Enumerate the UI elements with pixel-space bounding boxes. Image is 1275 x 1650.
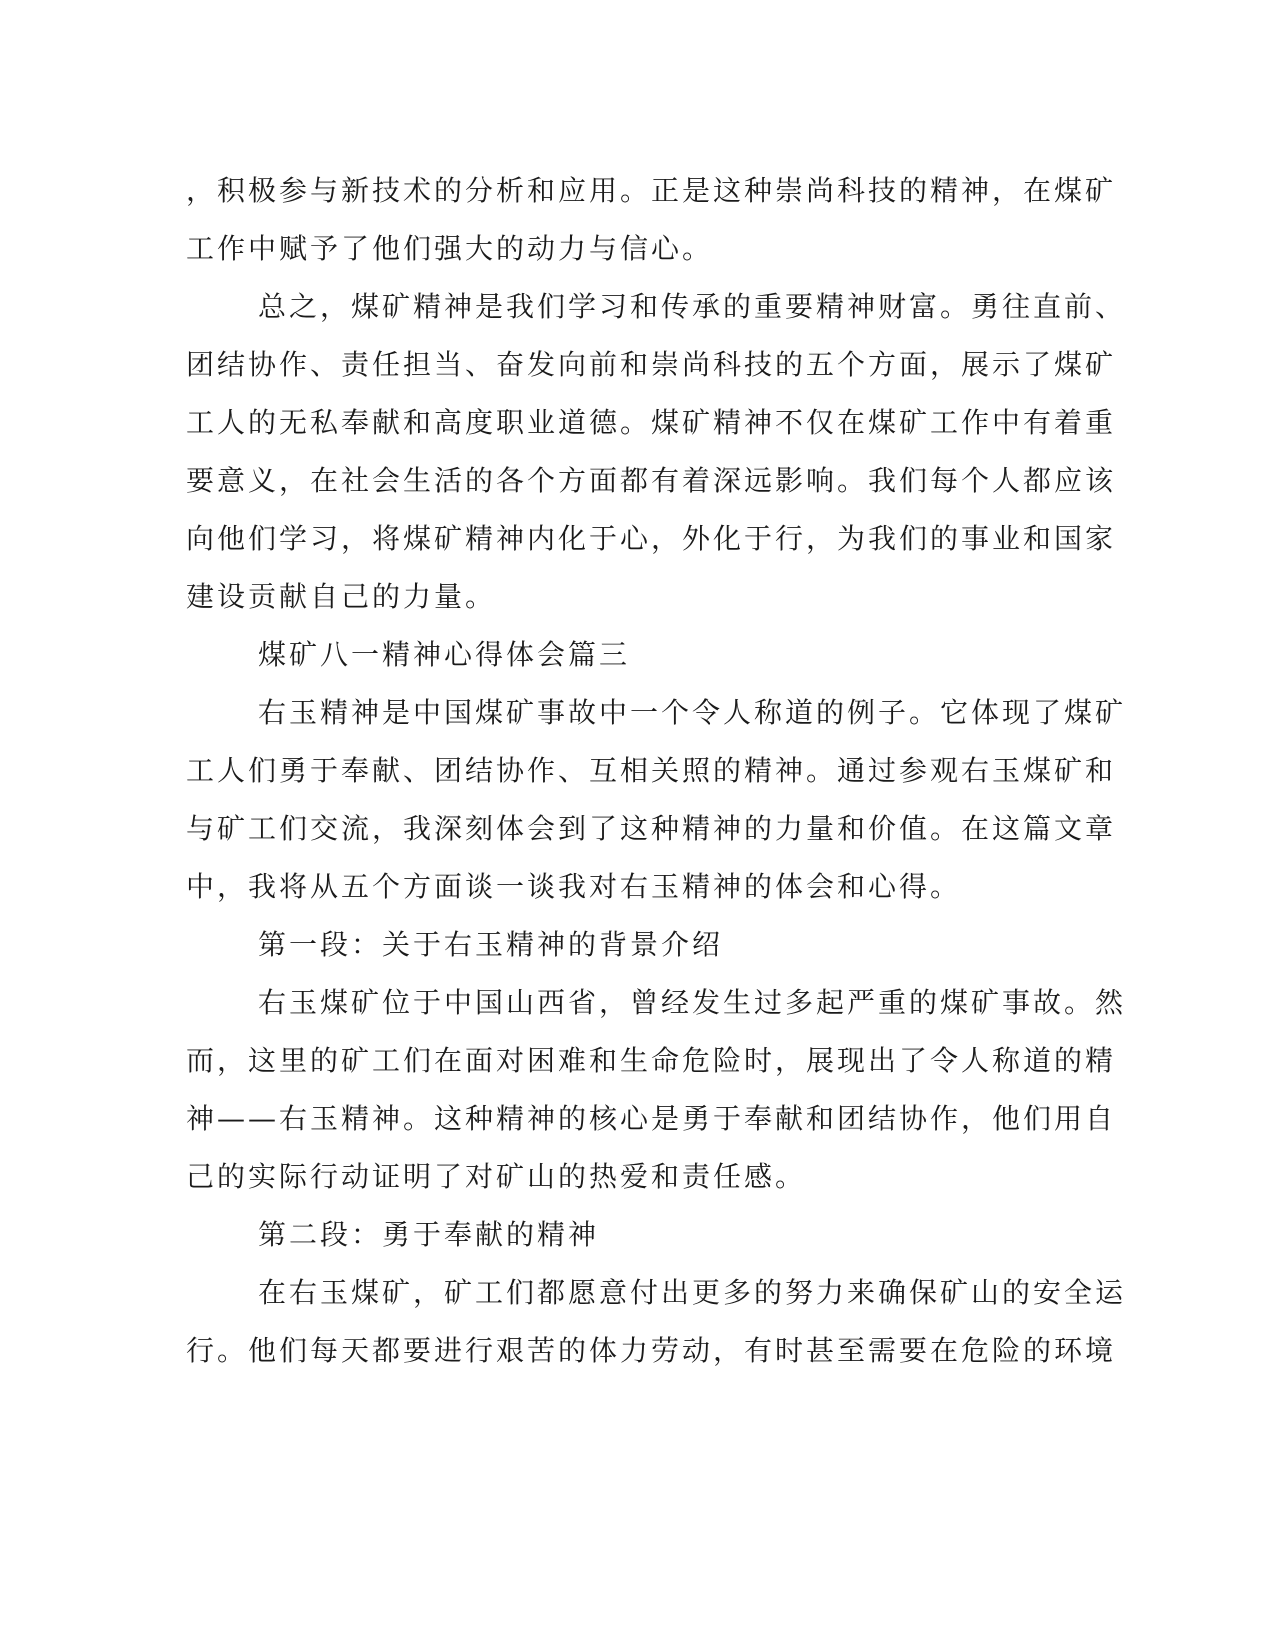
section-heading: 第一段：关于右玉精神的背景介绍 bbox=[258, 928, 724, 961]
text-line: 右玉精神是中国煤矿事故中一个令人称道的例子。它体现了煤矿 bbox=[258, 696, 1127, 729]
text-line: 工人们勇于奉献、团结协作、互相关照的精神。通过参观右玉煤矿和 bbox=[186, 754, 1117, 787]
text-line: 要意义，在社会生活的各个方面都有着深远影响。我们每个人都应该 bbox=[186, 464, 1117, 497]
text-line: 与矿工们交流，我深刻体会到了这种精神的力量和价值。在这篇文章 bbox=[186, 812, 1117, 845]
text-line: 向他们学习，将煤矿精神内化于心，外化于行，为我们的事业和国家 bbox=[186, 522, 1117, 555]
text-line: 神——右玉精神。这种精神的核心是勇于奉献和团结协作，他们用自 bbox=[186, 1102, 1117, 1135]
text-line: 中，我将从五个方面谈一谈我对右玉精神的体会和心得。 bbox=[186, 870, 962, 903]
text-line: 而，这里的矿工们在面对困难和生命危险时，展现出了令人称道的精 bbox=[186, 1044, 1117, 1077]
text-line: 工人的无私奉献和高度职业道德。煤矿精神不仅在煤矿工作中有着重 bbox=[186, 406, 1117, 439]
document-body bbox=[186, 162, 1127, 1380]
text-line: 团结协作、责任担当、奋发向前和崇尚科技的五个方面，展示了煤矿 bbox=[186, 348, 1117, 381]
text-line: ，积极参与新技术的分析和应用。正是这种崇尚科技的精神，在煤矿 bbox=[186, 174, 1117, 207]
text-line: 在右玉煤矿，矿工们都愿意付出更多的努力来确保矿山的安全运 bbox=[258, 1276, 1127, 1309]
text-line: 行。他们每天都要进行艰苦的体力劳动，有时甚至需要在危险的环境 bbox=[186, 1334, 1117, 1367]
section-heading: 第二段：勇于奉献的精神 bbox=[258, 1218, 600, 1251]
text-line: 建设贡献自己的力量。 bbox=[186, 580, 497, 613]
section-heading: 煤矿八一精神心得体会篇三 bbox=[258, 638, 631, 671]
text-line: 己的实际行动证明了对矿山的热爱和责任感。 bbox=[186, 1160, 807, 1193]
text-line: 右玉煤矿位于中国山西省，曾经发生过多起严重的煤矿事故。然 bbox=[258, 986, 1127, 1019]
text-line: 工作中赋予了他们强大的动力与信心。 bbox=[186, 232, 714, 265]
text-line: 总之，煤矿精神是我们学习和传承的重要精神财富。勇往直前、 bbox=[258, 290, 1127, 323]
